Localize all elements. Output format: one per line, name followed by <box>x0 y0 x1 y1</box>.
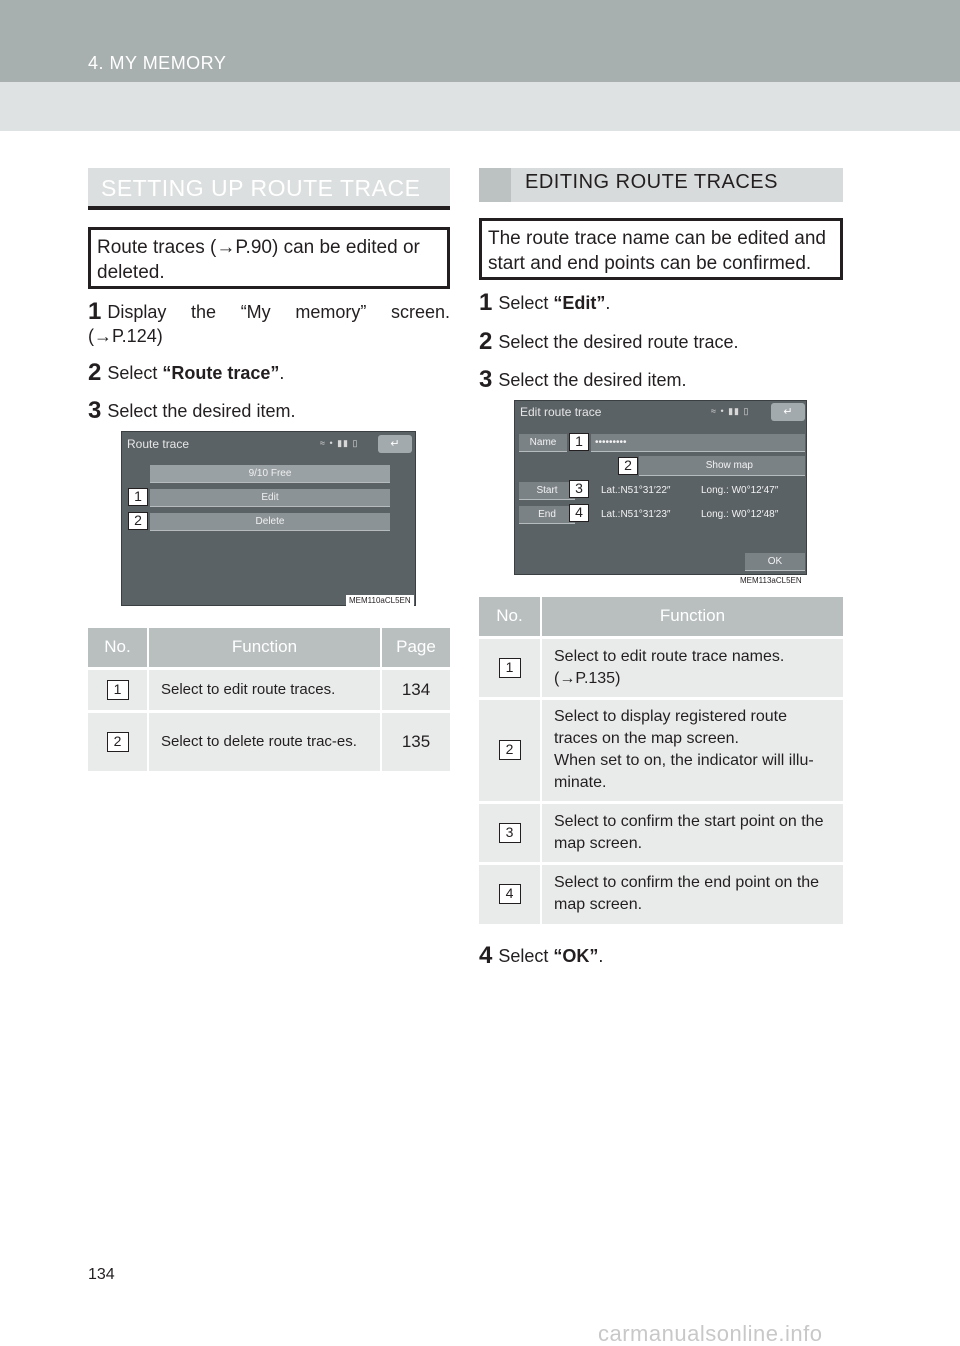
status-icons: ≈ • ▮▮ ▯ <box>711 406 750 416</box>
figure-code: MEM113aCL5EN <box>737 575 805 586</box>
step-bold-text: “Edit” <box>553 293 606 313</box>
watermark: carmanualsonline.info <box>598 1321 823 1346</box>
step-number: 3 <box>88 397 102 424</box>
step-text: Select <box>498 946 554 966</box>
col-no: No. <box>479 597 541 637</box>
step-number: 2 <box>88 359 102 386</box>
back-button[interactable]: ↵ <box>771 403 805 421</box>
step-3 <box>479 368 686 392</box>
row-function: Select to edit route traces. <box>148 668 381 711</box>
intro-box: The route trace name can be edited and start and end points can be confirmed. <box>479 218 843 280</box>
back-button[interactable]: ↵ <box>378 435 412 453</box>
callout-2: 2 <box>128 512 148 530</box>
intro-box: Route traces (→P.90) can be edited or deleted. <box>88 227 450 289</box>
table-row <box>479 863 843 924</box>
right-function-table <box>479 597 843 924</box>
delete-button[interactable]: Delete <box>150 513 390 531</box>
table-row <box>479 637 843 698</box>
table-row <box>479 698 843 802</box>
row-function: Select to confirm the end point on the map screen. <box>541 863 843 924</box>
step-number: 3 <box>479 366 493 393</box>
start-lat: Lat.:N51°31′22″ <box>601 485 671 496</box>
callout-4: 4 <box>569 504 589 522</box>
step-bold-text: “Route trace” <box>162 363 280 383</box>
name-button[interactable]: Name <box>519 434 567 452</box>
header-subband <box>0 82 960 131</box>
row-number: 3 <box>499 823 521 843</box>
step-text: Select <box>107 363 163 383</box>
row-number: 1 <box>499 658 521 678</box>
free-count: 9/10 Free <box>150 465 390 483</box>
step-2 <box>88 361 284 385</box>
start-long: Long.: W0°12′47″ <box>701 485 779 496</box>
step-1 <box>88 300 450 348</box>
section-banner-text: SETTING UP ROUTE TRACE <box>101 175 421 201</box>
step-text-end: . <box>279 363 285 383</box>
step-text: Select the desired item. <box>107 401 296 421</box>
name-field: ••••••••• <box>591 434 805 452</box>
screen-title: Edit route trace <box>520 405 602 419</box>
callout-3: 3 <box>569 480 589 498</box>
row-function-note: When set to on, the indicator will illu-minate. <box>554 752 814 791</box>
ok-button[interactable]: OK <box>745 553 805 571</box>
banner-square <box>479 168 511 202</box>
step-number: 4 <box>479 942 493 969</box>
step-number: 1 <box>479 289 493 316</box>
route-trace-screen <box>121 431 416 606</box>
edit-route-trace-screen <box>514 400 807 585</box>
step-text-end: . <box>598 946 604 966</box>
table-row <box>88 711 450 771</box>
left-function-table <box>88 628 450 771</box>
step-number: 1 <box>88 298 102 325</box>
row-function: Select to edit route trace names. (→P.135) <box>541 637 843 698</box>
col-no: No. <box>88 628 148 668</box>
figure-code: MEM110aCL5EN <box>346 595 414 606</box>
step-text: Display the “My memory” screen. (→P.124) <box>88 302 450 346</box>
row-page: 134 <box>381 668 450 711</box>
step-bold-text: “OK” <box>553 946 599 966</box>
row-function: Select to confirm the start point on the map screen. <box>541 802 843 863</box>
section-banner-setting-up <box>88 168 450 210</box>
end-button[interactable]: End <box>519 506 575 524</box>
row-function: Select to delete route trac-es. <box>148 711 381 771</box>
step-text: Select the desired item. <box>498 370 687 390</box>
table-row <box>479 802 843 863</box>
section-banner-editing <box>479 168 843 202</box>
callout-2: 2 <box>618 457 638 475</box>
step-text-end: . <box>605 293 611 313</box>
row-number: 2 <box>107 732 129 752</box>
step-number: 2 <box>479 328 493 355</box>
table-row <box>88 668 450 711</box>
chapter-title: 4. MY MEMORY <box>88 53 227 73</box>
step-text: Select the desired route trace. <box>498 332 739 352</box>
step-3 <box>88 399 295 423</box>
row-number: 1 <box>107 680 129 700</box>
row-function-text: Select to display registered route traces on the map screen. <box>554 708 788 747</box>
step-4 <box>479 944 603 968</box>
status-icons: ≈ • ▮▮ ▯ <box>320 438 359 448</box>
screen-title: Route trace <box>127 437 190 451</box>
step-1 <box>479 291 610 315</box>
row-number: 2 <box>499 740 521 760</box>
end-long: Long.: W0°12′48″ <box>701 509 779 520</box>
col-function: Function <box>541 597 843 637</box>
show-map-button[interactable]: Show map <box>639 456 805 476</box>
callout-1: 1 <box>569 433 589 451</box>
step-2 <box>479 330 739 354</box>
page-number: 134 <box>88 1266 115 1283</box>
col-page: Page <box>381 628 450 668</box>
callout-1: 1 <box>128 488 148 506</box>
start-button[interactable]: Start <box>519 482 575 500</box>
row-function <box>541 698 843 802</box>
edit-button[interactable]: Edit <box>150 489 390 507</box>
section-banner-text: EDITING ROUTE TRACES <box>525 171 778 193</box>
step-text: Select <box>498 293 554 313</box>
end-lat: Lat.:N51°31′23″ <box>601 509 671 520</box>
col-function: Function <box>148 628 381 668</box>
row-number: 4 <box>499 884 521 904</box>
row-page: 135 <box>381 711 450 771</box>
